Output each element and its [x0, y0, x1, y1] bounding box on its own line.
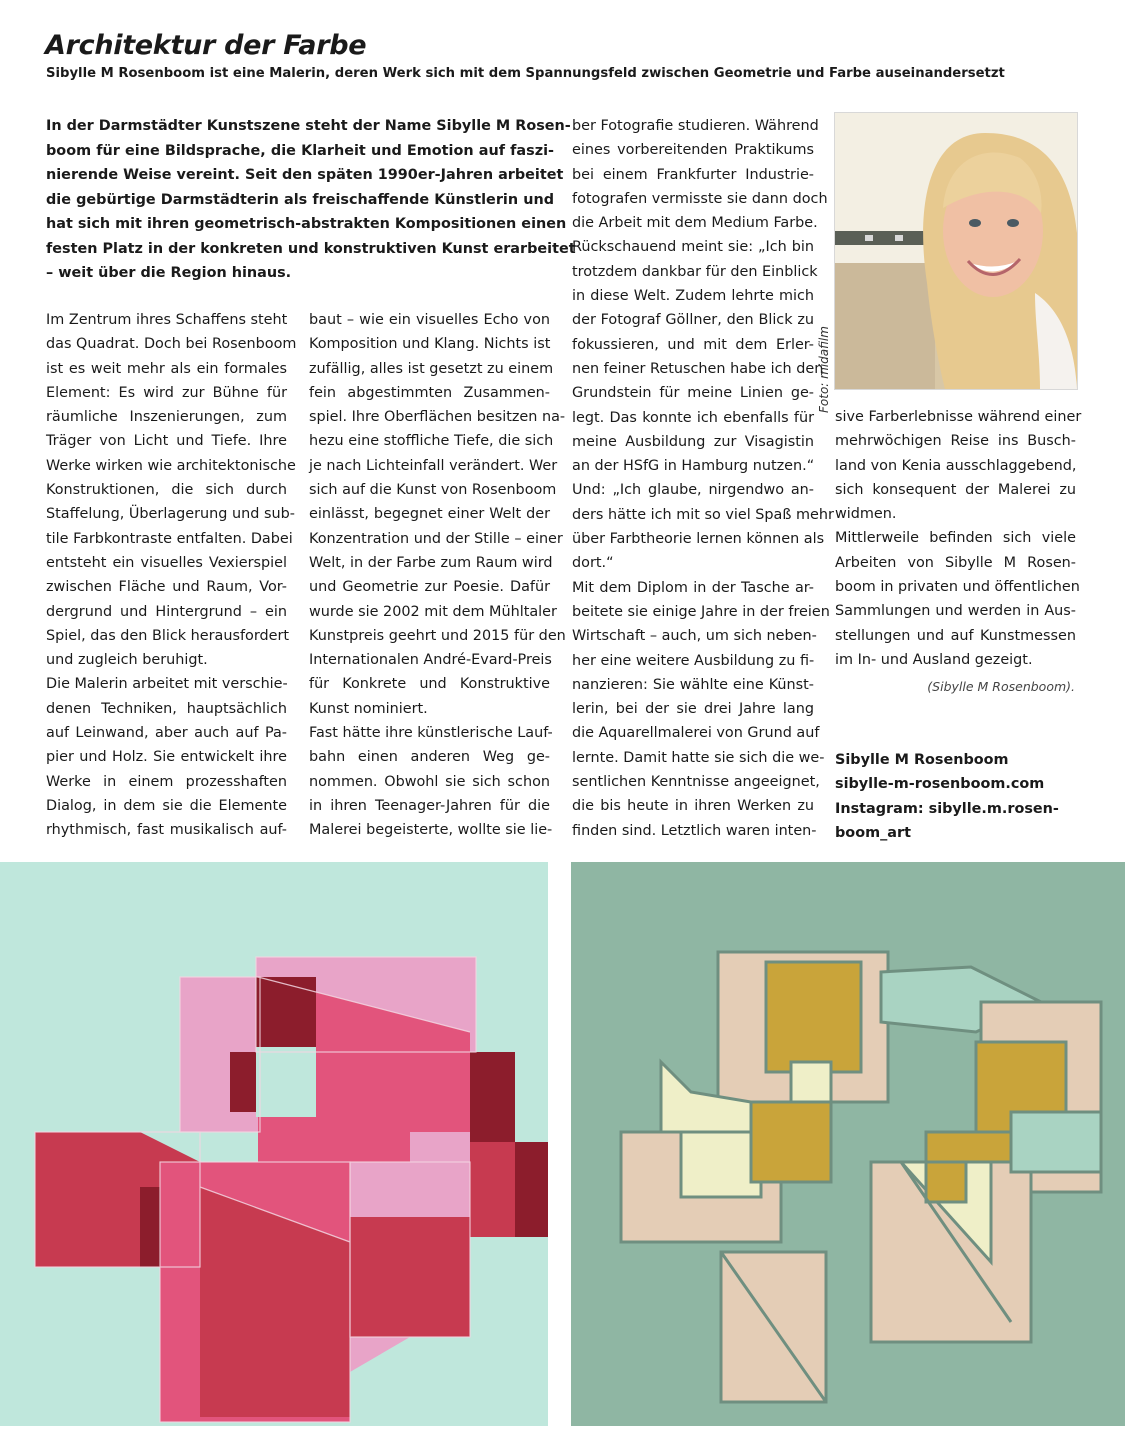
text-line: Rückschauend meint sie: „Ich bin: [572, 239, 814, 256]
text-line: denen Techniken, hauptsächlich: [46, 700, 287, 717]
text-line: widmen.: [835, 506, 897, 523]
text-line: Träger von Licht und Tiefe. Ihre: [46, 433, 287, 450]
text-line: meine Ausbildung zur Visagistin: [572, 433, 814, 450]
text-line: räumliche Inszenierungen, zum: [46, 409, 287, 426]
image-caption: (Sibylle M Rosenboom).: [927, 679, 1075, 694]
text-line: der Fotograf Göllner, den Blick zu: [572, 312, 814, 329]
text-line: Dialog, in dem sie die Elemente: [46, 797, 287, 814]
text-line: ders hätte ich mit so viel Spaß mehr: [572, 506, 834, 523]
text-line: eines vorbereitenden Praktikums: [572, 142, 814, 159]
text-line: legt. Das konnte ich ebenfalls für: [572, 409, 814, 426]
text-line: pier und Holz. Sie entwickelt ihre: [46, 749, 287, 766]
text-line: tile Farbkontraste entfalten. Dabei: [46, 530, 293, 547]
website-link[interactable]: sibylle-m-rosenboom.com: [835, 776, 1045, 793]
text-line: über Farbtheorie lernen können als: [572, 531, 825, 548]
text-line: das Quadrat. Doch bei Rosenboom: [46, 336, 297, 353]
text-line: Welt, in der Farbe zum Raum wird: [309, 554, 553, 571]
text-line: lerin, bei der sie drei Jahre lang: [572, 701, 814, 718]
intro-line: hat sich mit ihren geometrisch-abstrakten Kompositionen einen: [46, 216, 567, 232]
text-line: Wirtschaft – auch, um sich neben-: [572, 628, 817, 645]
text-column-1: [46, 308, 297, 843]
text-line: nommen. Obwohl sie sich schon: [309, 773, 550, 790]
intro-paragraph: [46, 114, 576, 286]
artist-name: Sibylle M Rosenboom: [835, 752, 1009, 768]
text-line: bei einem Frankfurter Industrie-: [572, 166, 814, 183]
text-line: finden sind. Letztlich waren inten-: [572, 822, 817, 839]
text-line: zwischen Fläche und Raum, Vor-: [46, 579, 287, 596]
text-line: Die Malerin arbeitet mit verschie-: [46, 676, 288, 693]
intro-line: In der Darmstädter Kunstszene steht der Name Sibylle M Rosen-: [46, 118, 571, 134]
text-line: und Geometrie zur Poesie. Dafür: [309, 579, 550, 596]
text-line: sentlichen Kenntnisse angeeignet,: [572, 774, 820, 791]
contact-block: [835, 748, 1085, 845]
artwork-green-geometric: [571, 862, 1125, 1426]
text-line: bahn einen anderen Weg ge-: [309, 749, 550, 766]
text-line: Fast hätte ihre künstlerische Lauf-: [309, 725, 553, 742]
text-line: an der HSfG in Hamburg nutzen.“: [572, 458, 815, 475]
text-line: die bis heute in ihren Werken zu: [572, 798, 814, 815]
text-line: fein abgestimmten Zusammen-: [309, 384, 550, 401]
article-subtitle: Sibylle M Rosenboom ist eine Malerin, deren Werk sich mit dem Spannungsfeld zwischen Geometrie und Farbe auseinandersetzt: [46, 66, 1005, 81]
text-line: entsteht ein visuelles Vexierspiel: [46, 554, 287, 571]
text-line: im In- und Ausland gezeigt.: [835, 651, 1033, 668]
text-column-2: [309, 308, 566, 843]
text-line: wurde sie 2002 mit dem Mühltaler: [309, 603, 557, 620]
text-line: nen feiner Retuschen habe ich den: [572, 360, 824, 377]
text-line: spiel. Ihre Oberflächen besitzen na-: [309, 409, 566, 426]
text-line: Kunstpreis geehrt und 2015 für den: [309, 627, 566, 644]
text-line: dort.“: [572, 555, 614, 572]
text-line: Mit dem Diplom in der Tasche ar-: [572, 579, 814, 596]
text-line: Sammlungen und werden in Aus-: [835, 603, 1076, 620]
text-line: Und: „Ich glaube, nirgendwo an-: [572, 482, 814, 499]
text-line: sich konsequent der Malerei zu: [835, 481, 1076, 498]
text-line: fokussieren, und mit dem Erler-: [572, 336, 814, 353]
text-line: Komposition und Klang. Nichts ist: [309, 336, 551, 353]
intro-line: – weit über die Region hinaus.: [46, 265, 292, 281]
text-line: Element: Es wird zur Bühne für: [46, 384, 287, 401]
photo-credit: Foto: midafilm: [817, 326, 831, 413]
text-line: nanzieren: Sie wählte eine Künst-: [572, 676, 814, 693]
text-line: ber Fotografie studieren. Während: [572, 118, 819, 134]
instagram-link-continued[interactable]: boom_art: [835, 824, 911, 841]
text-line: in ihren Teenager-Jahren für die: [309, 797, 550, 814]
text-line: einlässt, begegnet einer Welt der: [309, 506, 550, 523]
text-line: in diese Welt. Zudem lehrte mich: [572, 288, 814, 305]
text-line: Staffelung, Überlagerung und sub-: [46, 506, 295, 523]
text-line: die Arbeit mit dem Medium Farbe.: [572, 215, 818, 232]
text-line: boom in privaten und öffentlichen: [835, 579, 1080, 596]
text-line: mehrwöchigen Reise ins Busch-: [835, 433, 1076, 450]
text-line: land von Kenia ausschlaggebend,: [835, 457, 1077, 474]
portrait-image: [835, 113, 1077, 389]
text-line: auf Leinwand, aber auch auf Pa-: [46, 725, 287, 742]
text-line: hezu eine stoffliche Tiefe, die sich: [309, 433, 554, 450]
text-line: dergrund und Hintergrund – ein: [46, 603, 287, 620]
text-line: Im Zentrum ihres Schaffens steht: [46, 312, 288, 328]
intro-line: boom für eine Bildsprache, die Klarheit und Emotion auf faszi-: [46, 142, 554, 159]
text-line: lernte. Damit hatte sie sich die we-: [572, 749, 825, 766]
text-line: sich auf die Kunst von Rosenboom: [309, 482, 557, 499]
text-line: baut – wie ein visuelles Echo von: [309, 312, 550, 328]
text-line: Mittlerweile befinden sich viele: [835, 530, 1076, 547]
text-line: ist es weit mehr als ein formales: [46, 360, 287, 377]
article-title: Architektur der Farbe: [45, 30, 367, 61]
text-line: Internationalen André-Evard-Preis: [309, 652, 552, 669]
artwork-pink-geometric: [0, 862, 548, 1426]
text-line: zufällig, alles ist gesetzt zu einem: [309, 360, 554, 377]
text-line: Konzentration und der Stille – einer: [309, 530, 563, 547]
instagram-link[interactable]: Instagram: sibylle.m.rosen-: [835, 800, 1059, 817]
intro-line: festen Platz in der konkreten und konstruktiven Kunst erarbeitet: [46, 240, 576, 257]
text-line: Malerei begeisterte, wollte sie lie-: [309, 822, 553, 839]
text-line: Werke in einem prozesshaften: [46, 773, 287, 790]
text-line: die Aquarellmalerei von Grund auf: [572, 725, 820, 742]
text-line: Grundstein für meine Linien ge-: [572, 385, 814, 402]
text-line: sive Farberlebnisse während einer: [835, 409, 1082, 425]
text-line: Konstruktionen, die sich durch: [46, 482, 287, 499]
text-line: für Konkrete und Konstruktive: [309, 676, 550, 693]
intro-line: die gebürtige Darmstädterin als freischaffende Künstlerin und: [46, 191, 554, 208]
artist-portrait-photo: [817, 112, 1078, 413]
text-column-4: [835, 405, 1082, 672]
text-line: und zugleich beruhigt.: [46, 652, 208, 669]
text-line: beitete sie einige Jahre in der freien: [572, 603, 830, 620]
text-line: Spiel, das den Blick herausfordert: [46, 627, 290, 644]
text-line: Werke wirken wie architektonische: [46, 457, 296, 474]
text-line: Kunst nominiert.: [309, 700, 428, 717]
text-line: stellungen und auf Kunstmessen: [835, 627, 1076, 644]
text-line: Arbeiten von Sibylle M Rosen-: [835, 554, 1076, 571]
text-line: rhythmisch, fast musikalisch auf-: [46, 822, 287, 839]
intro-line: nierende Weise vereint. Seit den späten 1990er-Jahren arbeitet: [46, 167, 564, 183]
text-line: fotografen vermisste sie dann doch: [572, 190, 828, 207]
text-line: her eine weitere Ausbildung zu fi-: [572, 652, 815, 669]
text-line: trotzdem dankbar für den Einblick: [572, 263, 818, 280]
text-line: je nach Lichteinfall verändert. Wer: [309, 457, 558, 474]
